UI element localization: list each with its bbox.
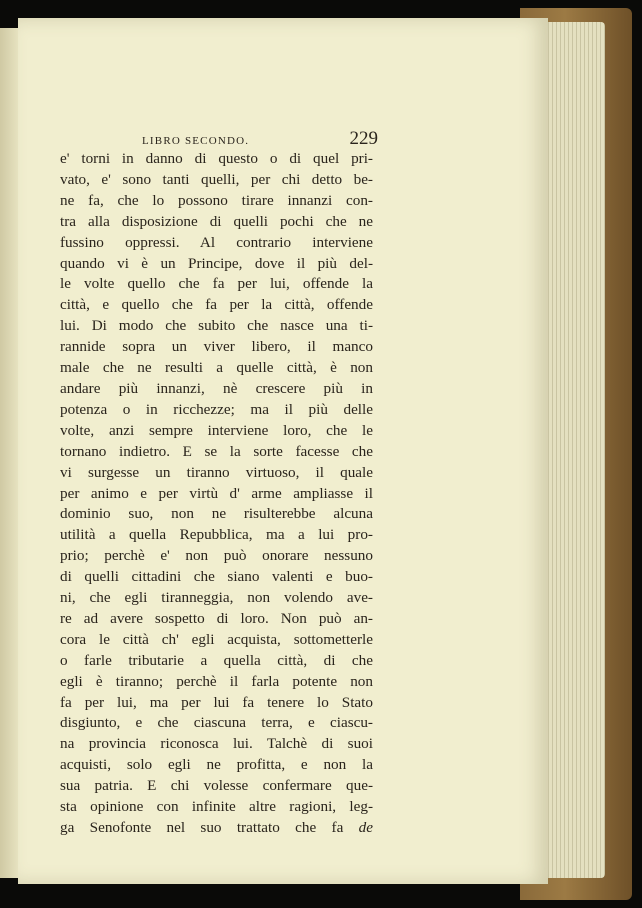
running-head: LIBRO SECONDO. bbox=[142, 135, 250, 147]
text-line: disgiunto, e che ciascuna terra, e ciascu- bbox=[60, 714, 373, 732]
text-line: città, e quello che fa per la città, offende bbox=[60, 296, 373, 314]
text-line: tornano indietro. E se la sorte facesse che bbox=[60, 442, 373, 460]
text-line: fussino oppressi. Al contrario interviene bbox=[60, 233, 373, 251]
text-line: cora le città ch' egli acquista, sottometterle bbox=[60, 630, 373, 648]
text-line: o farle tributarie a quella città, di che bbox=[60, 651, 373, 669]
catchword: de bbox=[358, 819, 374, 836]
text-line: rannide sopra un viver libero, il manco bbox=[60, 338, 373, 356]
text-line: ne fa, che lo possono tirare innanzi con- bbox=[60, 191, 373, 209]
text-line: prio; perchè e' non può onorare nessuno bbox=[60, 547, 373, 565]
text-line: acquisti, solo egli ne profitta, e non la bbox=[60, 756, 373, 774]
text-line: andare più innanzi, nè crescere più in bbox=[60, 379, 373, 397]
text-line: fa per lui, ma per lui fa tenere lo Stato bbox=[60, 693, 373, 711]
text-line: potenza o in ricchezze; ma il più delle bbox=[60, 400, 373, 418]
text-line: re ad avere sospetto di loro. Non può an- bbox=[60, 609, 373, 627]
text-line: vi surgesse un tiranno virtuoso, il quale bbox=[60, 463, 373, 481]
text-line: sta opinione con infinite altre ragioni, leg- bbox=[60, 798, 373, 816]
text-line: egli è tiranno; perchè il farla potente non bbox=[60, 672, 373, 690]
text-line: e' torni in danno di questo o di quel pri- bbox=[60, 150, 373, 167]
text-line: na provincia riconosca lui. Talchè di suoi bbox=[60, 735, 373, 753]
text-line: per animo e per virtù d' arme ampliasse il bbox=[60, 484, 373, 502]
text-line: utilità a quella Repubblica, ma a lui pro- bbox=[60, 526, 373, 544]
text-line: le volte quello che fa per lui, offende la bbox=[60, 275, 373, 293]
body-text bbox=[60, 149, 373, 839]
text-line: dominio suo, non ne risulterebbe alcuna bbox=[60, 505, 373, 523]
text-line: quando vi è un Principe, dove il più del- bbox=[60, 254, 373, 272]
text-line: tra alla disposizione di quelli pochi che ne bbox=[60, 212, 373, 230]
text-line: ni, che egli tiranneggia, non volendo ave- bbox=[60, 589, 373, 607]
text-line: volte, anzi sempre interviene loro, che le bbox=[60, 421, 373, 439]
text-line: male che ne resulti a quelle città, è non bbox=[60, 359, 373, 377]
text-line: lui. Di modo che subito che nasce una ti- bbox=[60, 317, 373, 335]
page-header bbox=[142, 128, 378, 150]
last-line-text: ga Senofonte nel suo trattato che fa bbox=[60, 819, 344, 836]
text-line: di quelli cittadini che siano valenti e buo- bbox=[60, 568, 373, 586]
text-line: vato, e' sono tanti quelli, per chi detto be- bbox=[60, 170, 373, 188]
page-number: 229 bbox=[349, 128, 378, 149]
last-text-line bbox=[60, 818, 373, 839]
text-line: sua patria. E chi volesse confermare que- bbox=[60, 777, 373, 795]
